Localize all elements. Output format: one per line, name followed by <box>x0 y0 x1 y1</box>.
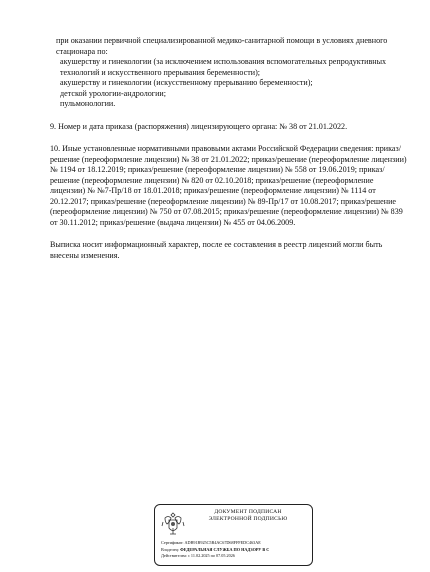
item10-paragraph: 10. Иные установленные нормативными правовыми актами Российской Федерации сведения: приказ/решение (переоформление лицензии) № 38 от 21.01.2022; приказ/решение (переоформление лицензии) № 1194 от 18.12.2019; приказ/решение (переоформление лицензии) № 558 от 19.06.2019; приказ/решение (переоформление лицензии) № 820 от 02.10.2018; приказ/решение (переоформление лицензии) № №7-Пр/18 от 18.01.2018; приказ/решение (переоформление лицензии) № 1114 от 20.12.2017; приказ/решение (переоформление лицензии) № 89-Пр/17 от 10.08.2017; приказ/решение (переоформление лицензии) № 750 от 07.08.2015; приказ/решение (переоформление лицензии) № 839 от 30.11.2012; приказ/решение (выдача лицензии) № 455 от 04.06.2009. <box>50 144 407 227</box>
item8-intro: при оказании первичной специализированной медико-санитарной помощи в условиях дневного стационара по: <box>56 36 388 56</box>
stamp-cert-value: ADB91B925C5B4AC67D68FFFEDC463AE <box>184 540 261 545</box>
item8-line: пульмонологии. <box>60 99 116 108</box>
item9-paragraph: 9. Номер и дата приказа (распоряжения) лицензирующего органа: № 38 от 21.01.2022. <box>50 121 348 131</box>
stamp-valid-value: с 11.02.2025 по 07.05.2026 <box>188 553 235 558</box>
stamp-details <box>161 540 311 560</box>
stamp-owner-value: ФЕДЕРАЛЬНАЯ СЛУЖБА ПО НАДЗОРУ В С <box>180 546 270 552</box>
item8-line: детской урологии-андрологии; <box>60 88 167 98</box>
stamp-valid-row <box>161 553 311 560</box>
item8-line: акушерству и гинекологии (искусственному прерыванию беременности); <box>60 78 313 87</box>
stamp-cert-label: Сертификат: <box>161 540 184 545</box>
document-body <box>50 36 410 261</box>
stamp-title <box>189 509 307 523</box>
electronic-signature-stamp <box>154 504 313 566</box>
coat-of-arms-icon <box>160 510 186 538</box>
stamp-owner-label: Владелец: <box>161 546 180 552</box>
stamp-title-line1: ДОКУМЕНТ ПОДПИСАН <box>214 509 282 515</box>
stamp-title-line2: ЭЛЕКТРОННОЙ ПОДПИСЬЮ <box>208 516 288 522</box>
stamp-valid-label: Действителен: <box>161 553 187 558</box>
item8-line: акушерству и гинекологии (за исключением использования вспомогательных репродуктивных технологий и искусственного прерывания беременности); <box>60 57 387 77</box>
disclaimer-note: Выписка носит информационный характер, после ее составления в реестр лицензий могли быть внесены изменения. <box>50 240 383 260</box>
